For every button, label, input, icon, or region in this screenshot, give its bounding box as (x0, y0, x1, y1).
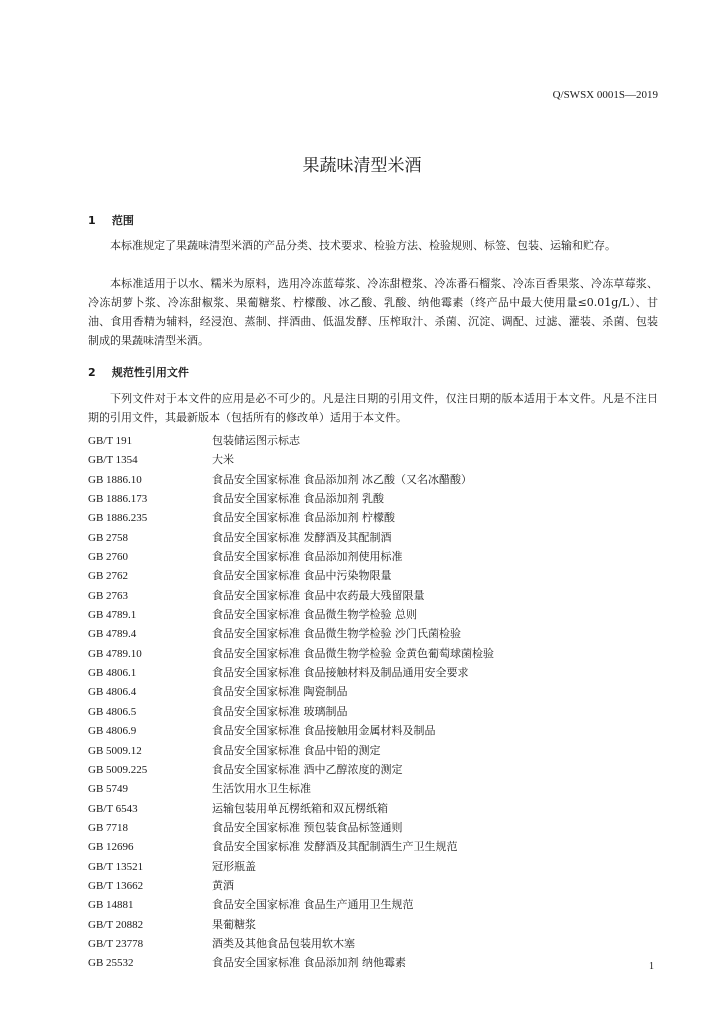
reference-name: 食品安全国家标准 食品中污染物限量 (212, 569, 392, 583)
reference-row (88, 586, 658, 605)
reference-name: 冠形瓶盖 (212, 859, 256, 873)
reference-row (88, 566, 658, 585)
reference-code: GB 2760 (88, 551, 129, 564)
reference-row (88, 876, 658, 895)
reference-code: GB 5749 (88, 783, 129, 796)
reference-row (88, 895, 658, 914)
paragraph-references-intro: 下列文件对于本文件的应用是必不可少的。凡是注日期的引用文件，仅注日期的版本适用于本文件。凡是不注日期的引用文件，其最新版本（包括所有的修改单）适用于本文件。 (88, 392, 658, 424)
reference-name: 食品安全国家标准 食品微生物学检验 沙门氏菌检验 (212, 627, 461, 641)
section-heading-references (88, 364, 189, 380)
reference-name: 食品安全国家标准 预包装食品标签通则 (212, 820, 403, 834)
reference-row (88, 702, 658, 721)
reference-code: GB/T 1354 (88, 454, 138, 467)
reference-code: GB 4806.9 (88, 725, 137, 738)
reference-name: 食品安全国家标准 发酵酒及其配制酒 (212, 530, 392, 544)
reference-code: GB 4806.1 (88, 667, 137, 680)
reference-code: GB 4789.4 (88, 628, 137, 641)
reference-row (88, 431, 658, 450)
reference-name: 食品安全国家标准 酒中乙醇浓度的测定 (212, 762, 403, 776)
reference-name: 食品安全国家标准 食品添加剂使用标准 (212, 550, 403, 564)
reference-code: GB/T 13662 (88, 879, 144, 892)
document-title: 果蔬味清型米酒 (302, 156, 422, 176)
document-code: Q/SWSX 0001S—2019 (552, 89, 658, 101)
reference-row (88, 508, 658, 527)
reference-code: GB 2763 (88, 589, 129, 602)
reference-code: GB 5009.225 (88, 763, 148, 776)
reference-row (88, 799, 658, 818)
reference-row (88, 682, 658, 701)
reference-name: 食品安全国家标准 食品中农药最大残留限量 (212, 588, 425, 602)
reference-row (88, 953, 658, 972)
reference-name: 食品安全国家标准 食品添加剂 柠檬酸 (212, 511, 395, 525)
reference-name: 食品安全国家标准 陶瓷制品 (212, 685, 348, 699)
section-title: 范围 (111, 214, 134, 227)
reference-row (88, 741, 658, 760)
reference-code: GB/T 13521 (88, 860, 144, 873)
reference-code: GB 4789.10 (88, 647, 142, 660)
reference-row (88, 818, 658, 837)
reference-row (88, 624, 658, 643)
reference-row (88, 663, 658, 682)
reference-row (88, 857, 658, 876)
reference-code: GB/T 20882 (88, 918, 144, 931)
reference-name: 食品安全国家标准 食品微生物学检验 金黄色葡萄球菌检验 (212, 646, 494, 660)
reference-code: GB 1886.173 (88, 493, 148, 506)
reference-name: 食品安全国家标准 食品接触材料及制品通用安全要求 (212, 666, 469, 680)
reference-row (88, 934, 658, 953)
reference-code: GB 1886.235 (88, 512, 148, 525)
reference-code: GB 2758 (88, 531, 129, 544)
reference-row (88, 721, 658, 740)
reference-row (88, 528, 658, 547)
reference-code: GB 14881 (88, 899, 134, 912)
reference-name: 运输包装用单瓦楞纸箱和双瓦楞纸箱 (212, 801, 388, 815)
reference-code: GB 5009.12 (88, 744, 142, 757)
section-title: 规范性引用文件 (111, 366, 189, 379)
section-heading-scope (88, 212, 134, 228)
reference-code: GB 7718 (88, 821, 129, 834)
reference-code: GB 1886.10 (88, 473, 142, 486)
page-number: 1 (649, 961, 654, 972)
reference-code: GB/T 191 (88, 435, 133, 447)
reference-row (88, 489, 658, 508)
reference-code: GB/T 6543 (88, 802, 138, 815)
reference-code: GB 2762 (88, 570, 129, 583)
reference-name: 食品安全国家标准 食品添加剂 纳他霉素 (212, 956, 406, 970)
reference-name: 果葡糖浆 (212, 917, 256, 931)
reference-row (88, 547, 658, 566)
reference-row (88, 450, 658, 469)
reference-list (88, 431, 658, 973)
reference-code: GB 12696 (88, 841, 134, 854)
reference-name: 食品安全国家标准 食品添加剂 乳酸 (212, 492, 384, 506)
reference-row (88, 837, 658, 856)
reference-row (88, 915, 658, 934)
reference-name: 食品安全国家标准 玻璃制品 (212, 704, 348, 718)
reference-code: GB 4806.5 (88, 705, 137, 718)
reference-name: 酒类及其他食品包装用软木塞 (212, 936, 355, 950)
reference-name: 食品安全国家标准 食品添加剂 冰乙酸（又名冰醋酸） (212, 472, 472, 486)
reference-name: 食品安全国家标准 食品微生物学检验 总则 (212, 608, 417, 622)
paragraph-scope-1: 本标准规定了果蔬味清型米酒的产品分类、技术要求、检验方法、检验规则、标签、包装、运输和贮存。 (110, 239, 616, 252)
reference-code: GB 4789.1 (88, 609, 137, 622)
section-number: 1 (88, 214, 96, 227)
reference-name: 生活饮用水卫生标准 (212, 782, 311, 796)
section-number: 2 (88, 366, 96, 379)
reference-code: GB 25532 (88, 957, 134, 970)
reference-row (88, 470, 658, 489)
reference-row (88, 605, 658, 624)
reference-name: 食品安全国家标准 发酵酒及其配制酒生产卫生规范 (212, 840, 458, 854)
reference-row (88, 760, 658, 779)
paragraph-scope-2: 本标准适用于以水、糯米为原料，选用冷冻蓝莓浆、冷冻甜橙浆、冷冻番石榴浆、冷冻百香果浆、冷冻草莓浆、冷冻胡萝卜浆、冷冻甜椒浆、果葡糖浆、柠檬酸、冰乙酸、乳酸、纳他霉素（终产品中最大使用量≤0.01g/L）、甘油、食用香精为辅料，经浸泡、蒸制、拌酒曲、低温发酵、压榨取汁、杀菌、沉淀、调配、过滤、灌装、杀菌、包装制成的果蔬味清型米酒。 (88, 277, 658, 347)
reference-code: GB/T 23778 (88, 937, 144, 950)
reference-name: 大米 (212, 453, 234, 467)
reference-name: 黄酒 (212, 878, 234, 892)
reference-name: 食品安全国家标准 食品接触用金属材料及制品 (212, 724, 436, 738)
reference-code: GB 4806.4 (88, 686, 137, 699)
reference-name: 包装储运图示标志 (212, 434, 300, 447)
reference-row (88, 644, 658, 663)
reference-name: 食品安全国家标准 食品生产通用卫生规范 (212, 898, 414, 912)
reference-name: 食品安全国家标准 食品中铅的测定 (212, 743, 381, 757)
reference-row (88, 779, 658, 798)
